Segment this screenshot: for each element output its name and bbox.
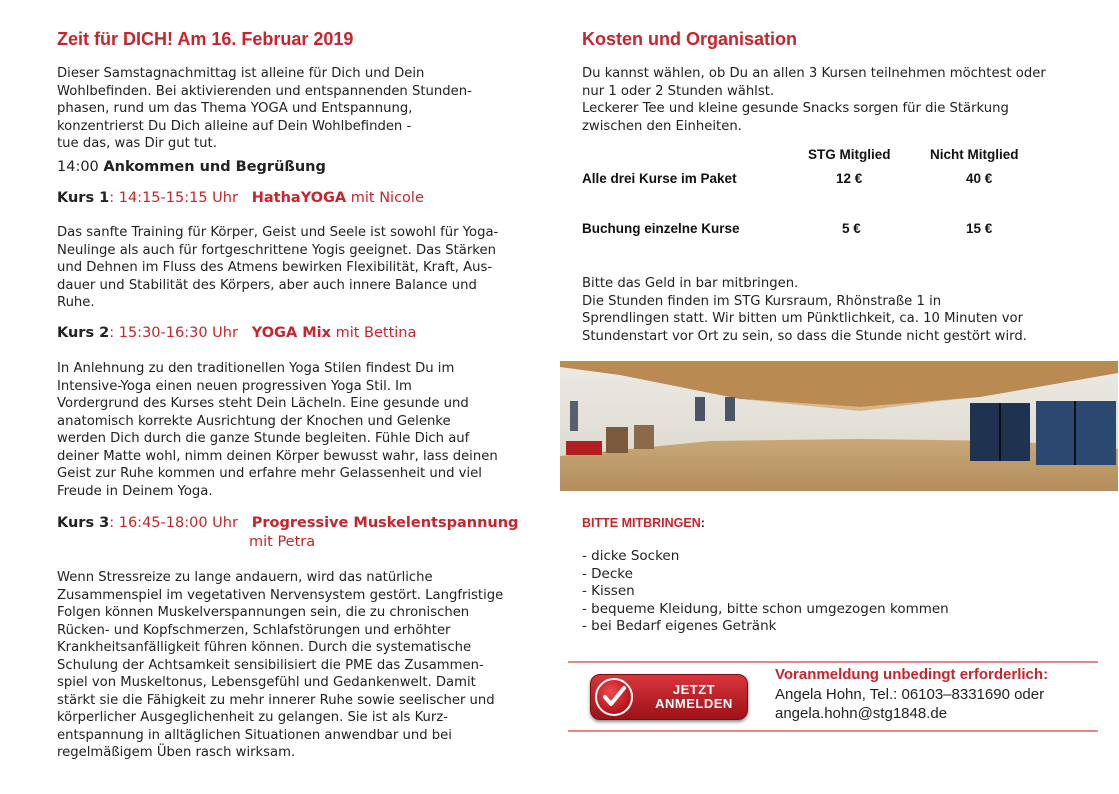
course-label: Kurs 1 (57, 190, 110, 206)
course-label: Kurs 3 (57, 515, 110, 531)
price-row-label: Buchung einzelne Kurse (582, 221, 740, 236)
page-title: Zeit für DICH! Am 16. Februar 2019 (57, 29, 354, 49)
arrival-label: Ankommen und Begrüßung (103, 159, 326, 175)
text-line: Leckerer Tee und kleine gesunde Snacks sorgen für die Stärkung (582, 101, 1009, 116)
text-line: und Dehnen im Fluss des Atmens bewirken Flexibilität, Kraft, Aus- (57, 260, 493, 275)
contact-title: Voranmeldung unbedingt erforderlich: (775, 666, 1049, 683)
arrival-line (57, 159, 326, 175)
checkmark-icon (595, 678, 633, 716)
register-line-2: ANMELDEN (655, 695, 733, 711)
divider-top (568, 661, 1098, 663)
course-name: HathaYOGA (251, 190, 347, 206)
text-line: Die Stunden finden im STG Kursraum, Rhönstraße 1 in (582, 293, 942, 309)
bring-title-colon: : (700, 516, 705, 530)
text-line: entspannung in alltäglichen Situationen anwendbar und bei (57, 727, 452, 743)
col-header-non-member: Nicht Mitglied (930, 147, 1019, 162)
course-instructor: mit Bettina (335, 325, 417, 341)
list-item: - dicke Socken (582, 548, 680, 564)
intro-line: Wohlbefinden. Bei aktivierenden und entspannenden Stunden- (57, 83, 472, 99)
text-line: Wenn Stressreize zu lange andauern, wird das natürliche (57, 570, 433, 585)
price-non-member: 40 € (966, 171, 993, 186)
text-line: anatomisch korrekte Ausrichtung der Knochen und Gelenke (57, 413, 451, 429)
intro-line: phasen, rund um das Thema YOGA und Entspannung, (57, 101, 413, 116)
section-title-costs: Kosten und Organisation (582, 29, 798, 49)
text-line: dauer und Stabilität des Körpers, aber auch innere Balance und (57, 277, 477, 293)
text-line: Schulung der Achtsamkeit sensibilisiert die PME das Zusammen- (57, 657, 484, 673)
register-button[interactable] (590, 674, 748, 720)
course-1-text (57, 224, 547, 312)
text-line: Ruhe. (57, 295, 95, 310)
course-time: 15:30-16:30 Uhr (118, 325, 238, 341)
text-line: Intensive-Yoga einen neuen progressiven Yoga Stil. Im (57, 378, 412, 394)
text-line: spiel von Muskeltonus, Lebensgefühl und Gedankenwelt. Damit (57, 675, 476, 690)
intro-line: tue das, was Dir gut tut. (57, 136, 217, 151)
text-line: Du kannst wählen, ob Du an allen 3 Kursen teilnehmen möchtest oder (582, 66, 1046, 81)
course-3-instructor-line (249, 534, 315, 550)
bring-list (582, 548, 949, 636)
text-line: Neulinge als auch für fortgeschrittene Yogis geeignet. Das Stärken (57, 242, 496, 258)
text-line: stärkt sie die Fähigkeit zu mehr innerer Ruhe sowie seelischer und (57, 692, 495, 708)
text-line: werden Dich durch die ganze Stunde begleiten. Fühle Dich auf (57, 431, 470, 446)
contact-email[interactable]: angela.hohn@stg1848.de (775, 705, 948, 722)
text-line: regelmäßigem Üben rasch wirksam. (57, 745, 296, 760)
arrival-time: 14:00 (57, 159, 99, 175)
bring-title-line (582, 516, 705, 530)
text-line: Das sanfte Training für Körper, Geist und Seele ist sowohl für Yoga- (57, 225, 499, 240)
course-time: 14:15-15:15 Uhr (118, 190, 238, 206)
divider-bottom (568, 730, 1098, 732)
notes-text (582, 275, 1102, 345)
course-3-header: Kurs 3: 16:45-18:00 Uhr Progressive Muskelentspannung (57, 515, 519, 531)
course-instructor: mit Nicole (350, 190, 424, 206)
costs-intro (582, 65, 1092, 135)
course-3-text (57, 569, 547, 762)
register-line-1: JETZT (672, 682, 716, 697)
list-item: - Kissen (582, 583, 635, 600)
course-name: YOGA Mix (251, 325, 331, 341)
list-item: - bei Bedarf eigenes Getränk (582, 618, 777, 635)
text-line: Sprendlingen statt. Wir bitten um Pünktlichkeit, ca. 10 Minuten vor (582, 311, 1024, 326)
text-line: körperlicher Ausgeglichenheit zu gelangen. Sie ist als Kurz- (57, 710, 449, 725)
course-1-header: Kurs 1: 14:15-15:15 Uhr HathaYOGA mit Nicole (57, 190, 424, 206)
intro-line: konzentrierst Du Dich alleine auf Dein Wohlbefinden - (57, 118, 412, 134)
col-header-member: STG Mitglied (808, 147, 891, 162)
text-line: deiner Matte wohl, nimm deinen Körper bewusst wahr, lass deinen (57, 448, 498, 464)
text-line: nur 1 oder 2 Stunden wählst. (582, 83, 775, 99)
price-member: 5 € (842, 221, 861, 236)
text-line: Rücken- und Kopfschmerzen, Schlafstörungen und erhöhter (57, 622, 451, 638)
room-photo (560, 361, 1118, 491)
register-button-label (647, 683, 741, 710)
text-line: Geist zur Ruhe kommen und erfahre mehr Gelassenheit und viel (57, 466, 482, 481)
course-label: Kurs 2 (57, 325, 110, 341)
text-line: Stundenstart vor Ort zu sein, so dass die Stunde nicht gestört wird. (582, 328, 1027, 344)
price-non-member: 15 € (966, 221, 993, 236)
course-instructor: mit Petra (249, 534, 316, 550)
intro-line: Dieser Samstagnachmittag ist alleine für Dich und Dein (57, 66, 425, 81)
intro-text (57, 65, 547, 153)
text-line: Vordergrund des Kurses steht Dein Lächeln. Eine gesunde und (57, 396, 469, 411)
price-member: 12 € (836, 171, 863, 186)
course-time: 16:45-18:00 Uhr (118, 515, 238, 531)
bring-title: BITTE MITBRINGEN (582, 516, 701, 530)
price-row-label: Alle drei Kurse im Paket (582, 171, 737, 186)
text-line: Krankheitsanfälligkeit führen können. Durch die systematische (57, 640, 472, 655)
text-line: Bitte das Geld in bar mitbringen. (582, 276, 799, 291)
course-2-text (57, 360, 547, 500)
list-item: - bequeme Kleidung, bitte schon umgezogen kommen (582, 600, 949, 617)
text-line: zwischen den Einheiten. (582, 118, 742, 134)
contact-name: Angela Hohn, Tel.: 06103–8331690 oder (775, 686, 1045, 703)
text-line: Zusammenspiel im vegetativen Nervensystem gestört. Langfristige (57, 587, 504, 603)
text-line: Freude in Deinem Yoga. (57, 483, 213, 499)
text-line: In Anlehnung zu den traditionellen Yoga Stilen findest Du im (57, 361, 455, 376)
text-line: Folgen können Muskelverspannungen sein, die zu chronischen (57, 605, 470, 620)
course-2-header: Kurs 2: 15:30-16:30 Uhr YOGA Mix mit Bettina (57, 325, 417, 341)
course-name: Progressive Muskelentspannung (251, 515, 519, 531)
list-item: - Decke (582, 565, 633, 582)
